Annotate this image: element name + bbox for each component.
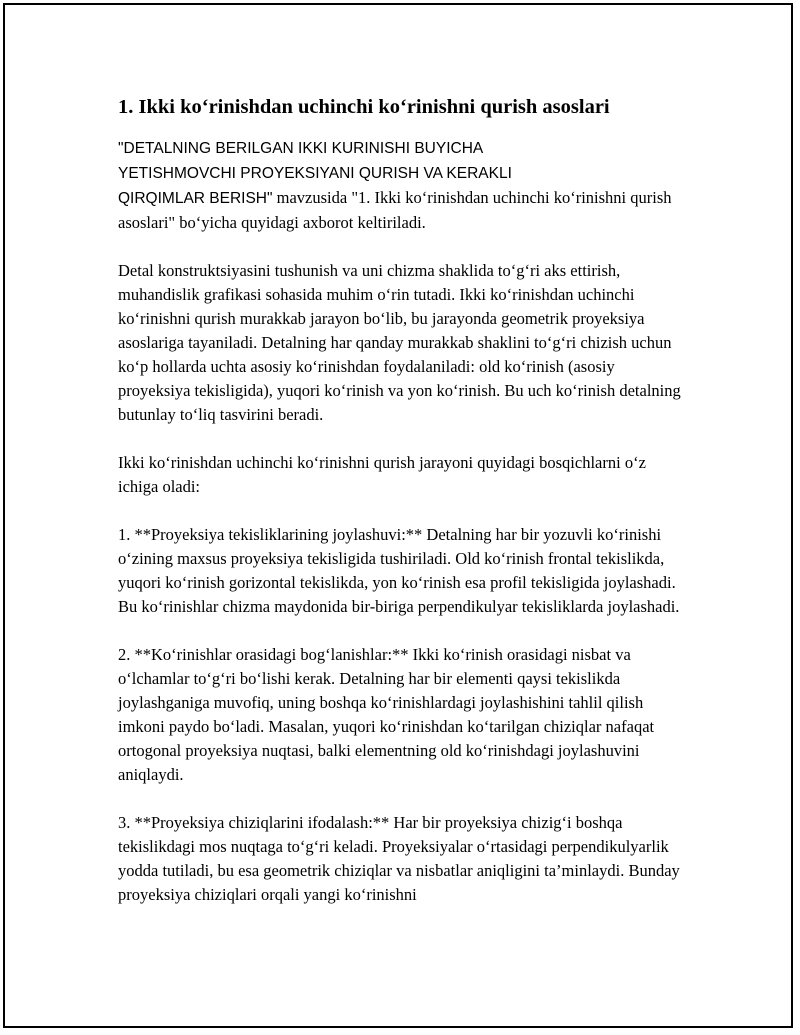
section-heading: 1. Ikki ko‘rinishdan uchinchi ko‘rinishni qurish asoslari xyxy=(118,96,610,118)
body-paragraph-1: Detal konstruktsiyasini tushunish va uni chizma shaklida to‘g‘ri aks ettirish, muhandislik grafikasi sohasida muhim o‘rin tutadi. Ikki ko‘rinishdan uchinchi ko‘rinishni qurish murakkab jarayon bo‘lib, bu jarayonda geometrik proyeksiya asoslariga tayaniladi. Detalning har qanday murakkab shaklini to‘g‘ri chizish uchun ko‘p hollarda uchta asosiy ko‘rinishdan foydalaniladi: old ko‘rinish (asosiy proyeksiya tekisligida), yuqori ko‘rinish va yon ko‘rinish. Bu uch ko‘rinish detalning butunlay to‘liq tasvirini beradi. xyxy=(118,261,681,424)
intro-paragraph xyxy=(118,136,688,235)
intro-text: mavzusida "1. Ikki ko‘rinishdan uchinchi ko‘rinishni qurish asoslari" bo‘yicha quyidagi axborot keltiriladi. xyxy=(118,188,672,232)
topic-title-line-1: "DETALNING BERILGAN IKKI KURINISHI BUYICHA xyxy=(118,140,484,157)
step-2-paragraph: 2. **Ko‘rinishlar orasidagi bog‘lanishlar:** Ikki ko‘rinish orasidagi nisbat va o‘lchamlar to‘g‘ri bo‘lishi kerak. Detalning har bir elementi qaysi tekislikda joylashganiga muvofiq, uning boshqa ko‘rinishlardagi joylashishini tahlil qilish imkoni paydo bo‘ladi. Masalan, yuqori ko‘rinishdan ko‘tarilgan chiziqlar nafaqat ortogonal proyeksiya nuqtasi, balki elementning old ko‘rinishdagi joylashuvini aniqlaydi. xyxy=(118,645,655,784)
document-body xyxy=(118,93,688,907)
body-paragraph-2: Ikki ko‘rinishdan uchinchi ko‘rinishni qurish jarayoni quyidagi bosqichlarni o‘z ichiga oladi: xyxy=(118,453,646,496)
step-3-paragraph: 3. **Proyeksiya chiziqlarini ifodalash:** Har bir proyeksiya chizig‘i boshqa tekislikdagi mos nuqtaga to‘g‘ri keladi. Proyeksiyalar o‘rtasidagi perpendikulyarlik yodda tutiladi, bu esa geometrik chiziqlar va nisbatlar aniqligini ta’minlaydi. Bunday proyeksiya chiziqlari orqali yangi ko‘rinishni xyxy=(118,813,680,904)
step-1-paragraph: 1. **Proyeksiya tekisliklarining joylashuvi:** Detalning har bir yozuvli ko‘rinishi o‘zining maxsus proyeksiya tekisligida tushiriladi. Old ko‘rinish frontal tekislikda, yuqori ko‘rinish gorizontal tekislikda, yon ko‘rinish esa profil tekisligida joylashadi. Bu ko‘rinishlar chizma maydonida bir-biriga perpendikulyar tekisliklarda joylashadi. xyxy=(118,525,680,616)
topic-title-line-2: YETISHMOVCHI PROYEKSIYANI QURISH VA KERAKLI xyxy=(118,165,512,182)
topic-title-line-3: QIRQIMLAR BERISH" xyxy=(118,190,273,207)
